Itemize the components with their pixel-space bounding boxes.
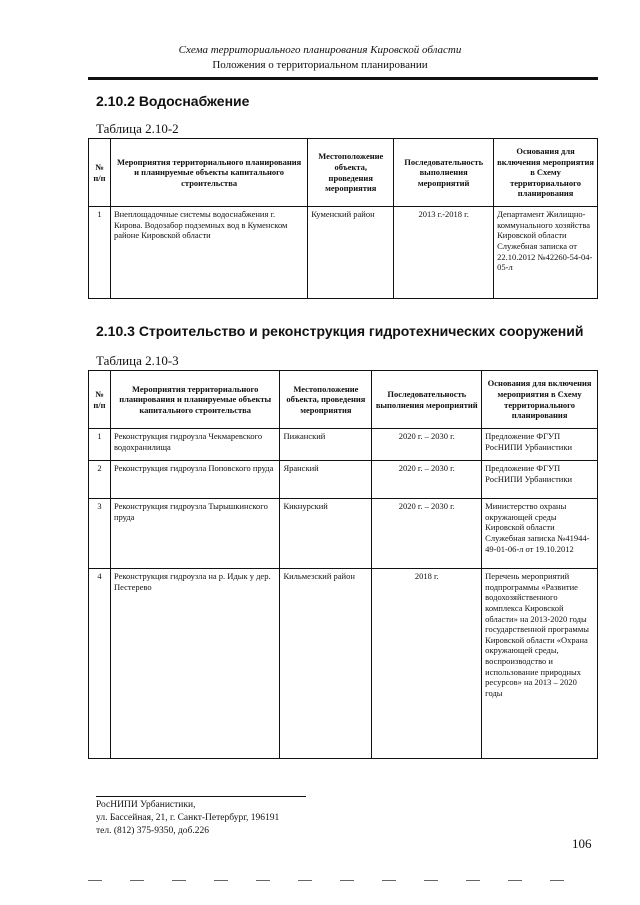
table-cell: Реконструкция гидроузла на р. Идык у дер. Пестерево [110,569,279,759]
table-row [89,569,598,759]
document-header-subtitle: Положения о территориальном планировании [212,59,428,71]
table-water-supply [88,138,598,299]
column-header: № п/п [89,139,111,207]
table-caption-2-10-3: Таблица 2.10-3 [96,353,179,368]
table-cell: 2020 г. – 2030 г. [372,499,482,569]
table-cell: Кикнурский [280,499,372,569]
table-row [89,429,598,461]
bottom-scan-artifact [88,880,588,881]
table-cell: Предложение ФГУП РосНИПИ Урбанистики [482,461,598,499]
table-cell: 1 [89,207,111,299]
column-header: Мероприятия территориального планирования и планируемые объекты капитального строительства [110,371,279,429]
table-row [89,499,598,569]
table-hydro-structures [88,370,598,759]
column-header: № п/п [89,371,111,429]
footer-org: РосНИПИ Урбанистики, [96,800,196,810]
column-header: Местоположение объекта, проведения мероприятия [280,371,372,429]
page-number: 106 [572,836,592,851]
table-cell: 1 [89,429,111,461]
table-cell: 4 [89,569,111,759]
document-header-title: Схема территориального планирования Кировской области [178,44,462,56]
table-cell: Реконструкция гидроузла Поповского пруда [110,461,279,499]
footnote-rule [96,796,306,797]
table-cell: Предложение ФГУП РосНИПИ Урбанистики [482,429,598,461]
table-cell: Реконструкция гидроузла Тырышкинского пруда [110,499,279,569]
header-rule [88,77,598,80]
table-header-row [89,139,598,207]
table-row [89,461,598,499]
table-cell: Министерство охраны окружающей среды Кировской области Служебная записка №41944-49-01-06-л от 19.10.2012 [482,499,598,569]
table-cell: Пижанский [280,429,372,461]
table-cell: Внеплощадочные системы водоснабжения г. Кирова. Водозабор подземных вод в Куменском районе Кировской области [110,207,307,299]
table-cell: Куменский район [308,207,394,299]
table-row [89,207,598,299]
column-header: Последовательность выполнения мероприятий [394,139,494,207]
table-cell: Яранский [280,461,372,499]
table-cell: 2 [89,461,111,499]
footer-phone: тел. (812) 375-9350, доб.226 [96,826,210,836]
section-heading-water-supply: 2.10.2 Водоснабжение [96,93,250,109]
table-cell: 3 [89,499,111,569]
table-cell: Перечень мероприятий подпрограммы «Развитие водохозяйственного комплекса Кировской области» на 2013-2020 годы государственной программы Кировской области «Охрана окружающей среды, воспроизводство и использование природных ресурсов» на 2013 – 2020 годы [482,569,598,759]
table-header-row [89,371,598,429]
section-heading-hydro-structures: 2.10.3 Строительство и реконструкция гидротехнических сооружений [96,323,584,339]
table-cell: 2018 г. [372,569,482,759]
table-cell: Департамент Жилищно-коммунального хозяйства Кировской области Служебная записка от 22.10.2012 №42260-54-04-05-л [494,207,598,299]
table-cell: 2020 г. – 2030 г. [372,461,482,499]
column-header: Местоположение объекта, проведения мероприятия [308,139,394,207]
column-header: Мероприятия территориального планирования и планируемые объекты капитального строительства [110,139,307,207]
footer-address: ул. Бассейная, 21, г. Санкт-Петербург, 196191 [96,813,280,823]
table-cell: Кильмезский район [280,569,372,759]
column-header: Основания для включения мероприятия в Схему территориального планирования [494,139,598,207]
column-header: Последовательность выполнения мероприятий [372,371,482,429]
table-cell: 2020 г. – 2030 г. [372,429,482,461]
table-caption-2-10-2: Таблица 2.10-2 [96,121,179,136]
table-cell: 2013 г.-2018 г. [394,207,494,299]
table-cell: Реконструкция гидроузла Чекмаревского водохранилища [110,429,279,461]
column-header: Основания для включения мероприятия в Схему территориального планирования [482,371,598,429]
